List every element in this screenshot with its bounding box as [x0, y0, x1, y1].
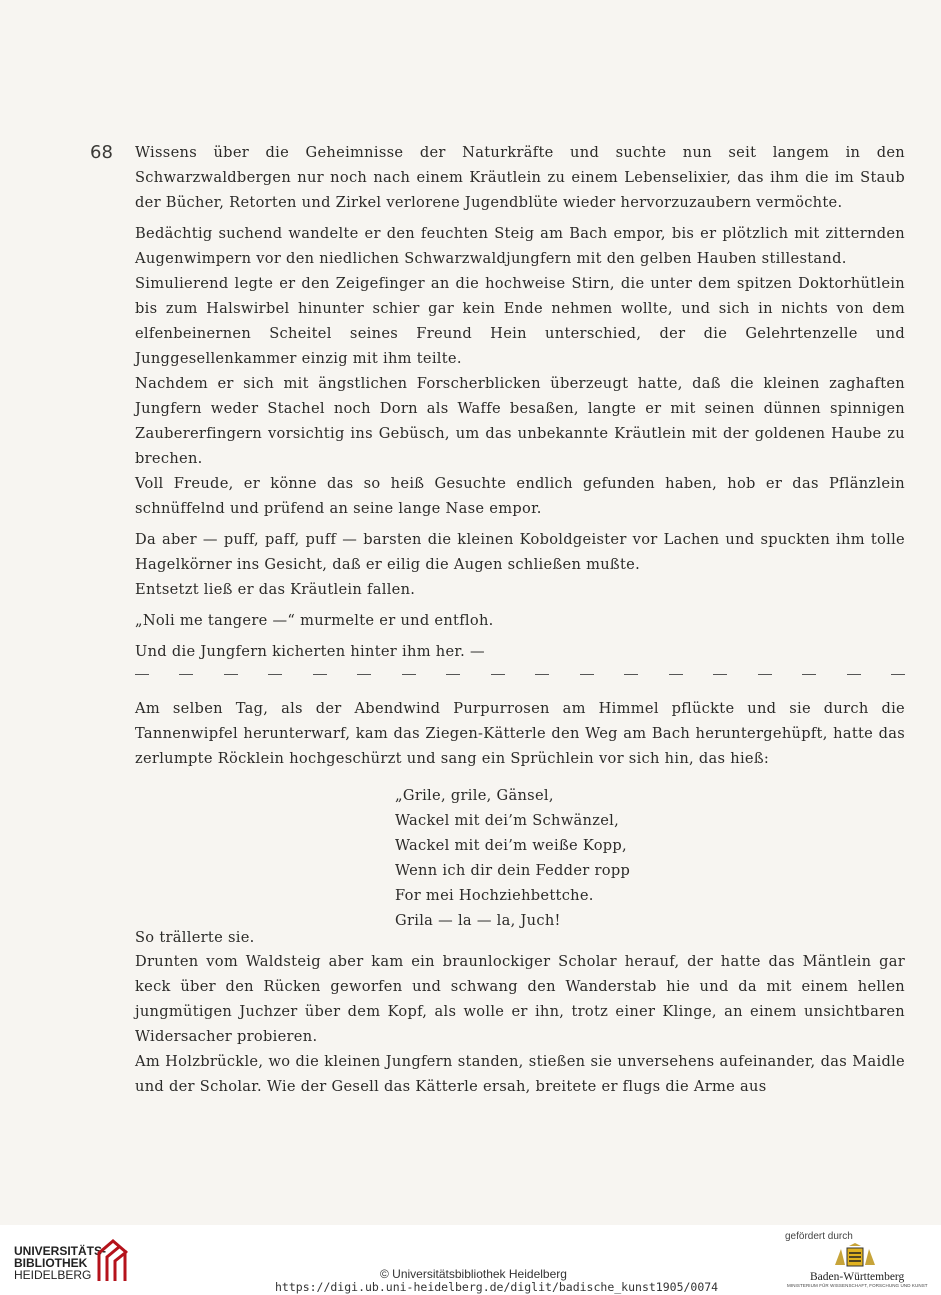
poem-block: [135, 783, 905, 946]
paragraph: Entsetzt ließ er das Kräutlein fallen.: [135, 581, 416, 598]
separator-dash: [535, 674, 549, 675]
section-separator: [135, 668, 905, 682]
separator-dash: [713, 674, 727, 675]
paragraph: Wissens über die Geheimnisse der Naturkräfte und suchte nun seit langem in den Schwarzwaldbergen nur noch nach einem Kräutlein zu einem Lebenselixier, das ihm die im Staub der Bücher, Retorten und Zirkel verlorene Jugendblüte wieder hervorzuzaubern vermöchte.: [135, 144, 905, 211]
paragraph: Da aber — puff, paff, puff — barsten die kleinen Koboldgeister vor Lachen und spuckten ihm tolle Hagelkörner ins Gesicht, daß er eilig die Augen schließen mußte.: [135, 531, 905, 573]
separator-dash: [580, 674, 594, 675]
source-url[interactable]: https://digi.ub.uni-heidelberg.de/diglit/badische_kunst1905/0074: [275, 1280, 719, 1294]
separator-dash: [446, 674, 460, 675]
footer: [0, 1225, 941, 1295]
poem-line: Wackel mit dei’m Schwänzel,: [395, 812, 620, 829]
separator-dash: [491, 674, 505, 675]
page-number: 68: [90, 142, 113, 163]
separator-dash: [891, 674, 905, 675]
separator-dash: [224, 674, 238, 675]
separator-dash: [847, 674, 861, 675]
copyright: © Universitätsbibliothek Heidelberg: [380, 1267, 567, 1281]
paragraph: Drunten vom Waldsteig aber kam ein braunlockiger Scholar herauf, der hatte das Mäntlein gar keck über den Rücken geworfen und schwang den Wanderstab hie und da mit einem hellen jungmütigen Juchzer über dem Kopf, als wolle er ihn, trotz einer Klinge, an einem unsichtbaren Widersacher probieren.: [135, 953, 905, 1045]
separator-dash: [402, 674, 416, 675]
paragraph: Am Holzbrückle, wo die kleinen Jungfern standen, stießen sie unversehens aufeinander, das Maidle und der Scholar. Wie der Gesell das Kätterle ersah, breitete er flugs die Arme aus: [135, 1053, 905, 1095]
paragraph: Voll Freude, er könne das so heiß Gesuchte endlich gefunden haben, hob er das Pflänzlein schnüffelnd und prüfend an seine lange Nase empor.: [135, 475, 905, 517]
body-text: [135, 140, 905, 1099]
separator-dash: [135, 674, 149, 675]
separator-dash: [802, 674, 816, 675]
paragraph: „Noli me tangere —“ murmelte er und entfloh.: [135, 612, 494, 629]
separator-dash: [624, 674, 638, 675]
poem-line: Wackel mit dei’m weiße Kopp,: [395, 837, 628, 854]
paragraph: Bedächtig suchend wandelte er den feuchten Steig am Bach empor, bis er plötzlich mit zitternden Augenwimpern vor den niedlichen Schwarzwaldjungfern mit den gelben Hauben stillestand.: [135, 225, 905, 267]
paragraph: Und die Jungfern kicherten hinter ihm her. —: [135, 643, 485, 660]
library-name-line: BIBLIOTHEK: [14, 1256, 88, 1270]
library-name-line: HEIDELBERG: [14, 1268, 92, 1282]
poem-line: For mei Hochziehbettche.: [395, 887, 594, 904]
paragraph: Nachdem er sich mit ängstlichen Forscherblicken überzeugt hatte, daß die kleinen zaghaften Jungfern weder Stachel noch Dorn als Waffe besaßen, langte er mit seinen dünnen spinnigen Zaubererfingern vorsichtig ins Gebüsch, um das unbekannte Kräutlein mit der goldenen Haube zu brechen.: [135, 375, 905, 467]
separator-dash: [669, 674, 683, 675]
library-name-line: UNIVERSITÄTS-: [14, 1244, 107, 1258]
separator-dash: [179, 674, 193, 675]
separator-dash: [268, 674, 282, 675]
library-logo-text: [14, 1245, 106, 1281]
poem-line: Wenn ich dir dein Fedder ropp: [395, 862, 631, 879]
separator-dash: [357, 674, 371, 675]
paragraph: Am selben Tag, als der Abendwind Purpurrosen am Himmel pflückte und sie durch die Tannenwipfel herunterwarf, kam das Ziegen-Kätterle den Weg am Bach heruntergehüpft, hatte das zerlumpte Röcklein hochgeschürzt und sang ein Sprüchlein vor sich hin, das hieß:: [135, 700, 905, 767]
separator-dash: [758, 674, 772, 675]
poem-tail: So trällerte sie.: [135, 929, 255, 946]
library-logo-icon: [95, 1237, 131, 1285]
ministry-name: MINISTERIUM FÜR WISSENSCHAFT, FORSCHUNG UND KUNST: [787, 1283, 928, 1288]
funded-by: gefördert durch: [785, 1231, 853, 1242]
paragraph: Simulierend legte er den Zeigefinger an die hochweise Stirn, die unter dem spitzen Doktorhütlein bis zum Halswirbel hinunter schier gar kein Ende nehmen wollte, und sich in nichts von dem elfenbeinernen Scheitel seines Freund Hein unterschied, der die Gelehrtenzelle und Junggesellenkammer einzig mit ihm teilte.: [135, 275, 905, 367]
poem-line: „Grile, grile, Gänsel,: [395, 787, 554, 804]
crest-icon: [833, 1243, 877, 1269]
state-name: Baden-Württemberg: [810, 1271, 905, 1283]
poem: [395, 783, 630, 933]
poem-line: Grila — la — la, Juch!: [395, 912, 561, 929]
separator-dash: [313, 674, 327, 675]
